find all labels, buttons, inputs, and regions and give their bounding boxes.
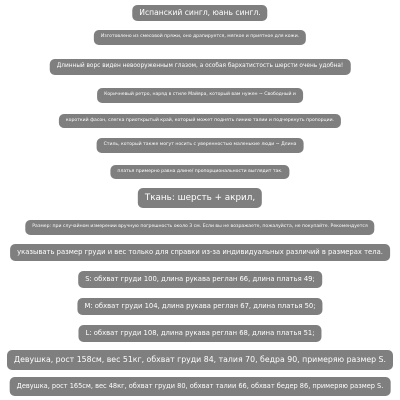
text-line-8: Ткань: шерсть + акрил, [138, 188, 262, 208]
text-line-10: указывать размер груди и вес только для справки из-за индивидуальных различий в размерах тела. [10, 244, 390, 261]
text-line-11: S: обхват груди 100, длина рукава реглан 66, длина платья 49; [78, 271, 322, 288]
text-line-3: Длинный ворс виден невооруженным глазом, а особая бархатистость шерсти очень удобна! [50, 59, 351, 75]
text-line-9: Размер: при случайном измерении вручную погрешность около 3 см. Если вы не возражаете, пожалуйста, не покупайте. Рекомендуется [25, 220, 374, 235]
text-line-4: Коричневый ретро, наряд в стиле Майяра, который вам нужен ~ Свободный и [97, 88, 303, 103]
text-line-1: Испанский сингл, юань сингл. [132, 5, 267, 21]
text-line-15: Девушка, рост 165см, вес 48кг, обхват груди 80, обхват талии 66, обхват бедер 86, примеряю размер S. [10, 377, 391, 396]
text-line-14: Девушка, рост 158см, вес 51кг, обхват груди 84, талия 70, бедра 90, примеряю размер S. [7, 350, 393, 370]
text-line-12: M: обхват груди 104, длина рукава реглан 67, длина платья 50; [77, 298, 322, 315]
text-line-7: платья примерно равна длине/ пропорциональности выглядит так. [110, 165, 289, 179]
text-line-6: Стиль, который также могут носить с уверенностью маленькие люди ~ Длина [97, 138, 304, 153]
text-line-13: L: обхват груди 108, длина рукава реглан 68, длина платья 51; [78, 325, 321, 342]
text-line-2: Изготовлено из смесовой пряжи, оно драпируется, мягкое и приятное для кожи. [94, 30, 306, 45]
text-line-5: короткий фасон, слегка приоткрытый край, который может поднять линию талии и подчеркнуть пропорции. [59, 114, 341, 128]
